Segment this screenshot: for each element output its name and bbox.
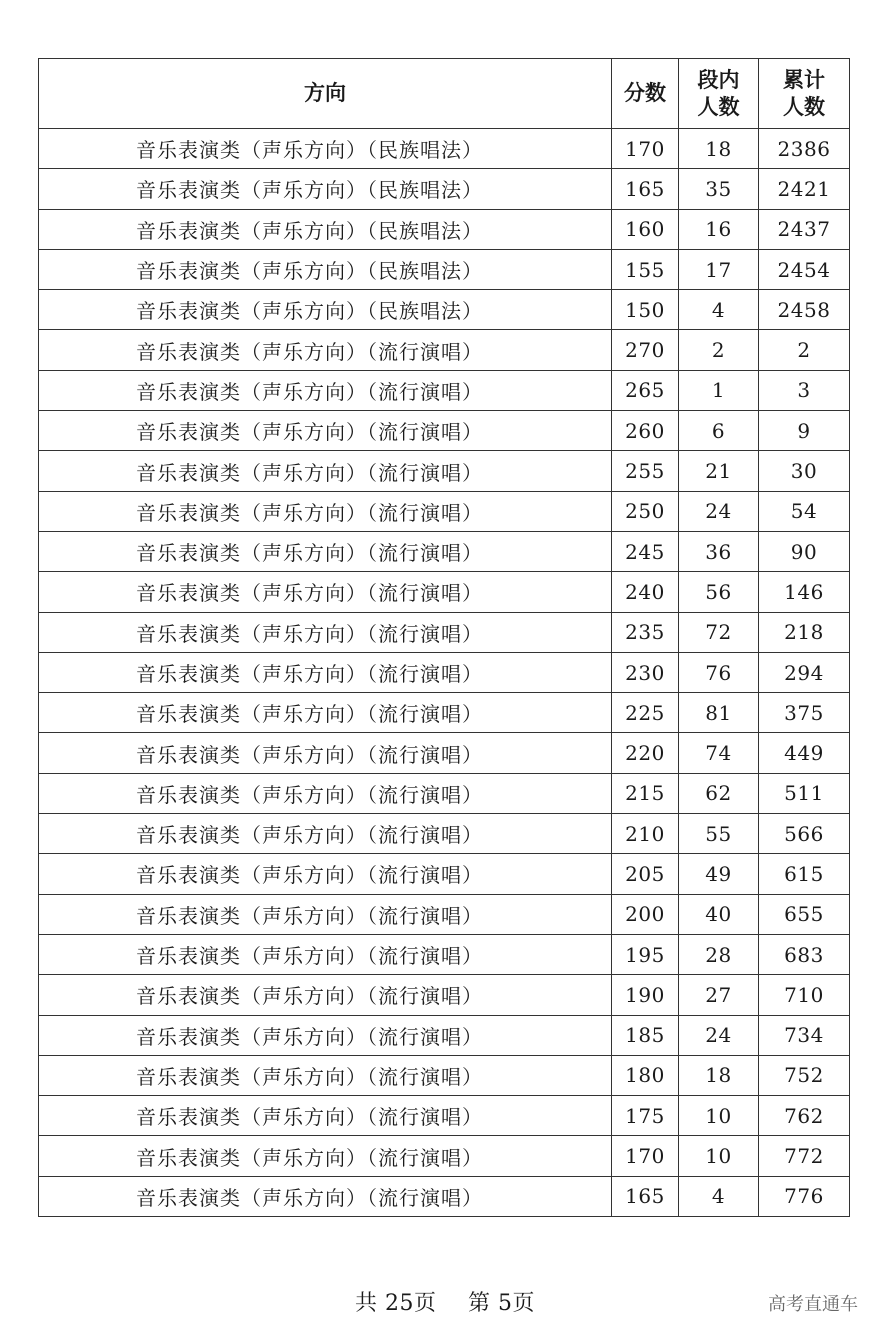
header-score: 分数 [612, 59, 679, 129]
cell-cumulative: 566 [759, 814, 850, 854]
cell-band-count: 55 [679, 814, 759, 854]
cell-score: 170 [612, 129, 679, 169]
cell-direction: 音乐表演类（声乐方向）（流行演唱） [39, 693, 612, 733]
cell-band-count: 24 [679, 1015, 759, 1055]
cell-band-count: 6 [679, 411, 759, 451]
cell-score: 195 [612, 934, 679, 974]
cell-band-count: 21 [679, 451, 759, 491]
current-page-label: 第 5页 [468, 1291, 535, 1316]
cell-cumulative: 762 [759, 1096, 850, 1136]
cell-cumulative: 615 [759, 854, 850, 894]
cell-band-count: 27 [679, 975, 759, 1015]
table-row [39, 531, 850, 571]
cell-score: 260 [612, 411, 679, 451]
cell-band-count: 4 [679, 1176, 759, 1216]
cell-score: 240 [612, 572, 679, 612]
cell-score: 225 [612, 693, 679, 733]
table-row [39, 411, 850, 451]
table-row [39, 572, 850, 612]
table-row [39, 491, 850, 531]
page-footer [0, 1286, 890, 1317]
table-row [39, 975, 850, 1015]
cell-cumulative: 710 [759, 975, 850, 1015]
table-row [39, 451, 850, 491]
table-row [39, 652, 850, 692]
cell-cumulative: 752 [759, 1055, 850, 1095]
cell-cumulative: 2 [759, 330, 850, 370]
cell-band-count: 18 [679, 1055, 759, 1095]
cell-score: 245 [612, 531, 679, 571]
cell-cumulative: 2386 [759, 129, 850, 169]
cell-direction: 音乐表演类（声乐方向）（流行演唱） [39, 652, 612, 692]
table-row [39, 290, 850, 330]
table-row [39, 1015, 850, 1055]
cell-cumulative: 218 [759, 612, 850, 652]
cell-score: 155 [612, 249, 679, 289]
cell-cumulative: 449 [759, 733, 850, 773]
cell-score: 150 [612, 290, 679, 330]
cell-score: 190 [612, 975, 679, 1015]
cell-direction: 音乐表演类（声乐方向）（流行演唱） [39, 934, 612, 974]
cell-direction: 音乐表演类（声乐方向）（民族唱法） [39, 169, 612, 209]
cell-score: 165 [612, 1176, 679, 1216]
cell-cumulative: 734 [759, 1015, 850, 1055]
cell-band-count: 72 [679, 612, 759, 652]
cell-score: 205 [612, 854, 679, 894]
cell-direction: 音乐表演类（声乐方向）（流行演唱） [39, 1015, 612, 1055]
table-row [39, 854, 850, 894]
header-band-count [679, 59, 759, 129]
cell-cumulative: 772 [759, 1136, 850, 1176]
total-pages-label: 共 25页 [355, 1291, 437, 1316]
cell-score: 175 [612, 1096, 679, 1136]
cell-band-count: 40 [679, 894, 759, 934]
cell-score: 230 [612, 652, 679, 692]
table-row [39, 733, 850, 773]
cell-direction: 音乐表演类（声乐方向）（民族唱法） [39, 290, 612, 330]
cell-score: 170 [612, 1136, 679, 1176]
cell-direction: 音乐表演类（声乐方向）（民族唱法） [39, 249, 612, 289]
cell-direction: 音乐表演类（声乐方向）（流行演唱） [39, 773, 612, 813]
cell-score: 220 [612, 733, 679, 773]
table-row [39, 169, 850, 209]
cell-cumulative: 54 [759, 491, 850, 531]
header-band-count-line2: 人数 [697, 94, 740, 119]
cell-direction: 音乐表演类（声乐方向）（流行演唱） [39, 370, 612, 410]
watermark-text: 高考直通车 [768, 1294, 858, 1315]
cell-score: 265 [612, 370, 679, 410]
cell-cumulative: 9 [759, 411, 850, 451]
table-row [39, 1136, 850, 1176]
cell-direction: 音乐表演类（声乐方向）（流行演唱） [39, 854, 612, 894]
cell-band-count: 18 [679, 129, 759, 169]
cell-band-count: 49 [679, 854, 759, 894]
cell-direction: 音乐表演类（声乐方向）（流行演唱） [39, 572, 612, 612]
cell-direction: 音乐表演类（声乐方向）（流行演唱） [39, 330, 612, 370]
header-direction: 方向 [39, 59, 612, 129]
header-cumulative [759, 59, 850, 129]
cell-band-count: 10 [679, 1136, 759, 1176]
cell-direction: 音乐表演类（声乐方向）（流行演唱） [39, 1136, 612, 1176]
cell-band-count: 56 [679, 572, 759, 612]
cell-direction: 音乐表演类（声乐方向）（流行演唱） [39, 975, 612, 1015]
cell-cumulative: 2458 [759, 290, 850, 330]
cell-band-count: 35 [679, 169, 759, 209]
table-row [39, 814, 850, 854]
cell-direction: 音乐表演类（声乐方向）（流行演唱） [39, 451, 612, 491]
cell-cumulative: 90 [759, 531, 850, 571]
table-row [39, 330, 850, 370]
cell-band-count: 16 [679, 209, 759, 249]
cell-score: 165 [612, 169, 679, 209]
cell-score: 160 [612, 209, 679, 249]
cell-band-count: 17 [679, 249, 759, 289]
cell-score: 185 [612, 1015, 679, 1055]
score-distribution-table [38, 58, 850, 1217]
cell-cumulative: 511 [759, 773, 850, 813]
table-row [39, 894, 850, 934]
cell-cumulative: 776 [759, 1176, 850, 1216]
cell-band-count: 4 [679, 290, 759, 330]
cell-band-count: 74 [679, 733, 759, 773]
cell-cumulative: 2454 [759, 249, 850, 289]
cell-cumulative: 3 [759, 370, 850, 410]
cell-band-count: 2 [679, 330, 759, 370]
cell-score: 250 [612, 491, 679, 531]
cell-direction: 音乐表演类（声乐方向）（流行演唱） [39, 1176, 612, 1216]
cell-band-count: 10 [679, 1096, 759, 1136]
cell-cumulative: 146 [759, 572, 850, 612]
cell-direction: 音乐表演类（声乐方向）（民族唱法） [39, 129, 612, 169]
cell-score: 235 [612, 612, 679, 652]
table-row [39, 1176, 850, 1216]
cell-score: 210 [612, 814, 679, 854]
cell-score: 200 [612, 894, 679, 934]
table-row [39, 934, 850, 974]
table-row [39, 1096, 850, 1136]
cell-cumulative: 2437 [759, 209, 850, 249]
cell-score: 215 [612, 773, 679, 813]
cell-cumulative: 655 [759, 894, 850, 934]
table-row [39, 249, 850, 289]
header-cumulative-line1: 累计 [783, 67, 825, 92]
header-band-count-line1: 段内 [697, 67, 740, 92]
cell-direction: 音乐表演类（声乐方向）（流行演唱） [39, 733, 612, 773]
table-row [39, 209, 850, 249]
table-row [39, 693, 850, 733]
table-header-row [39, 59, 850, 129]
cell-cumulative: 375 [759, 693, 850, 733]
cell-direction: 音乐表演类（声乐方向）（流行演唱） [39, 894, 612, 934]
cell-band-count: 36 [679, 531, 759, 571]
table-row [39, 612, 850, 652]
cell-cumulative: 294 [759, 652, 850, 692]
header-cumulative-line2: 人数 [783, 94, 825, 119]
cell-direction: 音乐表演类（声乐方向）（流行演唱） [39, 814, 612, 854]
cell-direction: 音乐表演类（声乐方向）（流行演唱） [39, 411, 612, 451]
cell-score: 180 [612, 1055, 679, 1095]
cell-direction: 音乐表演类（声乐方向）（流行演唱） [39, 1096, 612, 1136]
cell-score: 255 [612, 451, 679, 491]
table-row [39, 773, 850, 813]
cell-band-count: 62 [679, 773, 759, 813]
cell-cumulative: 30 [759, 451, 850, 491]
table-row [39, 129, 850, 169]
table-row [39, 370, 850, 410]
table-row [39, 1055, 850, 1095]
cell-band-count: 1 [679, 370, 759, 410]
cell-direction: 音乐表演类（声乐方向）（流行演唱） [39, 612, 612, 652]
cell-cumulative: 2421 [759, 169, 850, 209]
cell-band-count: 24 [679, 491, 759, 531]
cell-band-count: 28 [679, 934, 759, 974]
cell-direction: 音乐表演类（声乐方向）（流行演唱） [39, 531, 612, 571]
cell-band-count: 81 [679, 693, 759, 733]
cell-band-count: 76 [679, 652, 759, 692]
cell-direction: 音乐表演类（声乐方向）（流行演唱） [39, 491, 612, 531]
cell-direction: 音乐表演类（声乐方向）（流行演唱） [39, 1055, 612, 1095]
cell-direction: 音乐表演类（声乐方向）（民族唱法） [39, 209, 612, 249]
cell-score: 270 [612, 330, 679, 370]
cell-cumulative: 683 [759, 934, 850, 974]
